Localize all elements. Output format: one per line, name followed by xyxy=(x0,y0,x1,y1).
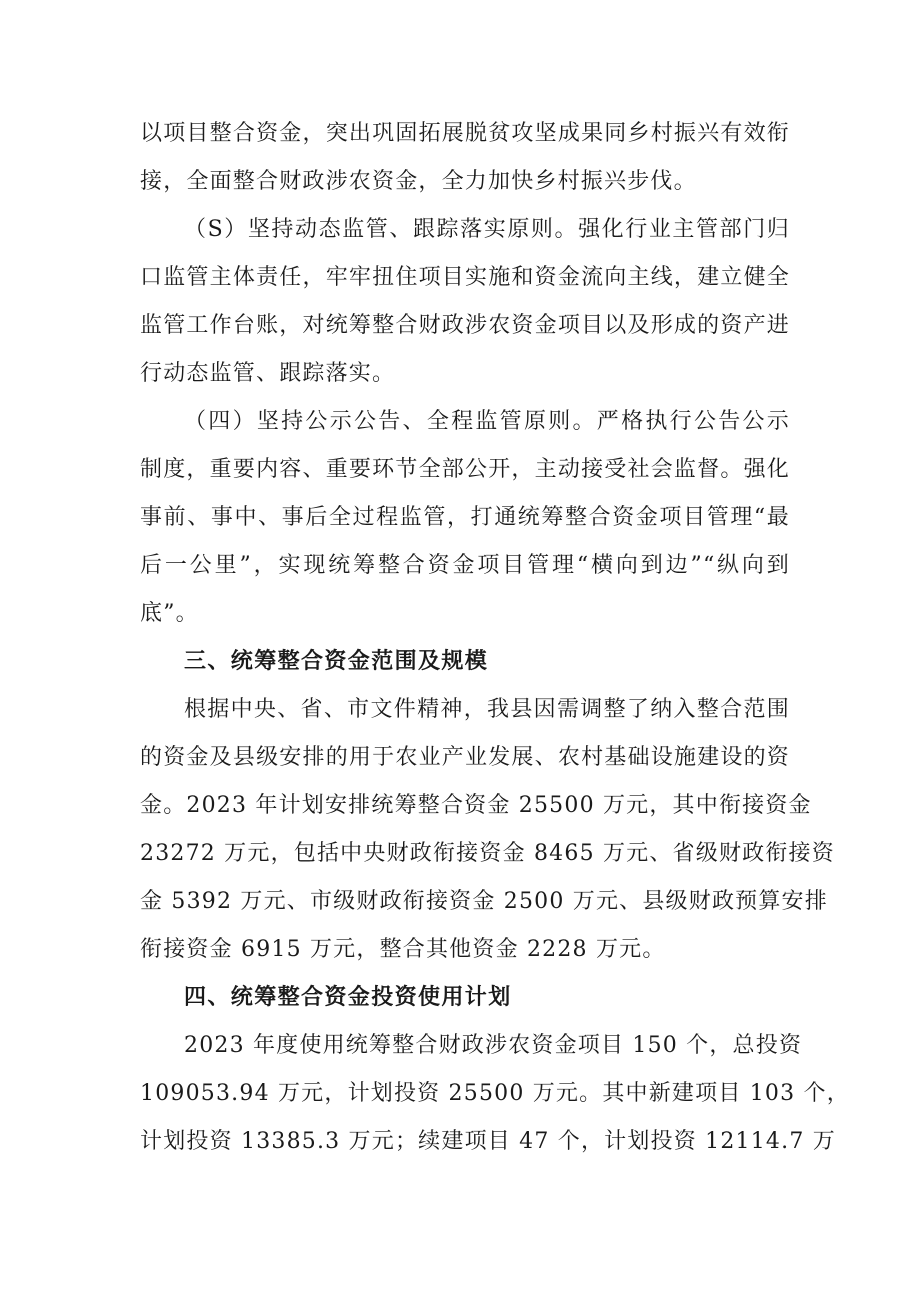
text-line: 2023 年度使用统筹整合财政涉农资金项目 150 个，总投资 xyxy=(184,1033,803,1058)
text-line: 制度，重要内容、重要环节全部公开，主动接受社会监督。强化 xyxy=(140,457,790,482)
text-line: 的资金及县级安排的用于农业产业发展、农村基础设施建设的资 xyxy=(140,745,790,770)
text-line: 以项目整合资金，突出巩固拓展脱贫攻坚成果同乡村振兴有效衔 xyxy=(140,121,790,146)
paragraph-public-notice xyxy=(140,398,790,638)
text-line: 口监管主体责任，牢牢扭住项目实施和资金流向主线，建立健全 xyxy=(140,265,790,290)
text-line: 监管工作台账，对统筹整合财政涉农资金项目以及形成的资产进 xyxy=(140,313,790,338)
text-line: 金。2023 年计划安排统筹整合资金 25500 万元，其中衔接资金 xyxy=(140,793,812,818)
text-line: 衔接资金 6915 万元，整合其他资金 2228 万元。 xyxy=(140,937,666,962)
text-line: 底”。 xyxy=(140,601,199,626)
paragraph-continuation xyxy=(140,110,790,206)
text-line: 事前、事中、事后全过程监管，打通统筹整合资金项目管理“最 xyxy=(140,505,790,530)
text-line: 23272 万元，包括中央财政衔接资金 8465 万元、省级财政衔接资 xyxy=(140,841,835,866)
text-line: 根据中央、省、市文件精神，我县因需调整了纳入整合范围 xyxy=(184,697,790,722)
section-heading: 三、统筹整合资金范围及规模 xyxy=(184,649,489,674)
text-line: （S）坚持动态监管、跟踪落实原则。强化行业主管部门归 xyxy=(184,217,790,242)
text-line: 行动态监管、跟踪落实。 xyxy=(140,361,396,386)
section-heading: 四、统筹整合资金投资使用计划 xyxy=(184,985,512,1010)
section-heading-scope xyxy=(140,638,790,686)
text-line: （四）坚持公示公告、全程监管原则。严格执行公告公示 xyxy=(184,409,790,434)
text-line: 金 5392 万元、市级财政衔接资金 2500 万元、县级财政预算安排 xyxy=(140,889,828,914)
paragraph-investment-plan xyxy=(140,1022,850,1166)
text-line: 后一公里”，实现统筹整合资金项目管理“横向到边”“纵向到 xyxy=(140,553,790,578)
paragraph-dynamic-supervision xyxy=(140,206,790,398)
text-line: 109053.94 万元，计划投资 25500 万元。其中新建项目 103 个， xyxy=(140,1081,850,1106)
section-heading-plan xyxy=(140,974,790,1022)
text-line: 计划投资 13385.3 万元；续建项目 47 个，计划投资 12114.7 万 xyxy=(140,1129,836,1154)
paragraph-fund-scope xyxy=(140,686,835,974)
text-line: 接，全面整合财政涉农资金，全力加快乡村振兴步伐。 xyxy=(140,169,697,194)
